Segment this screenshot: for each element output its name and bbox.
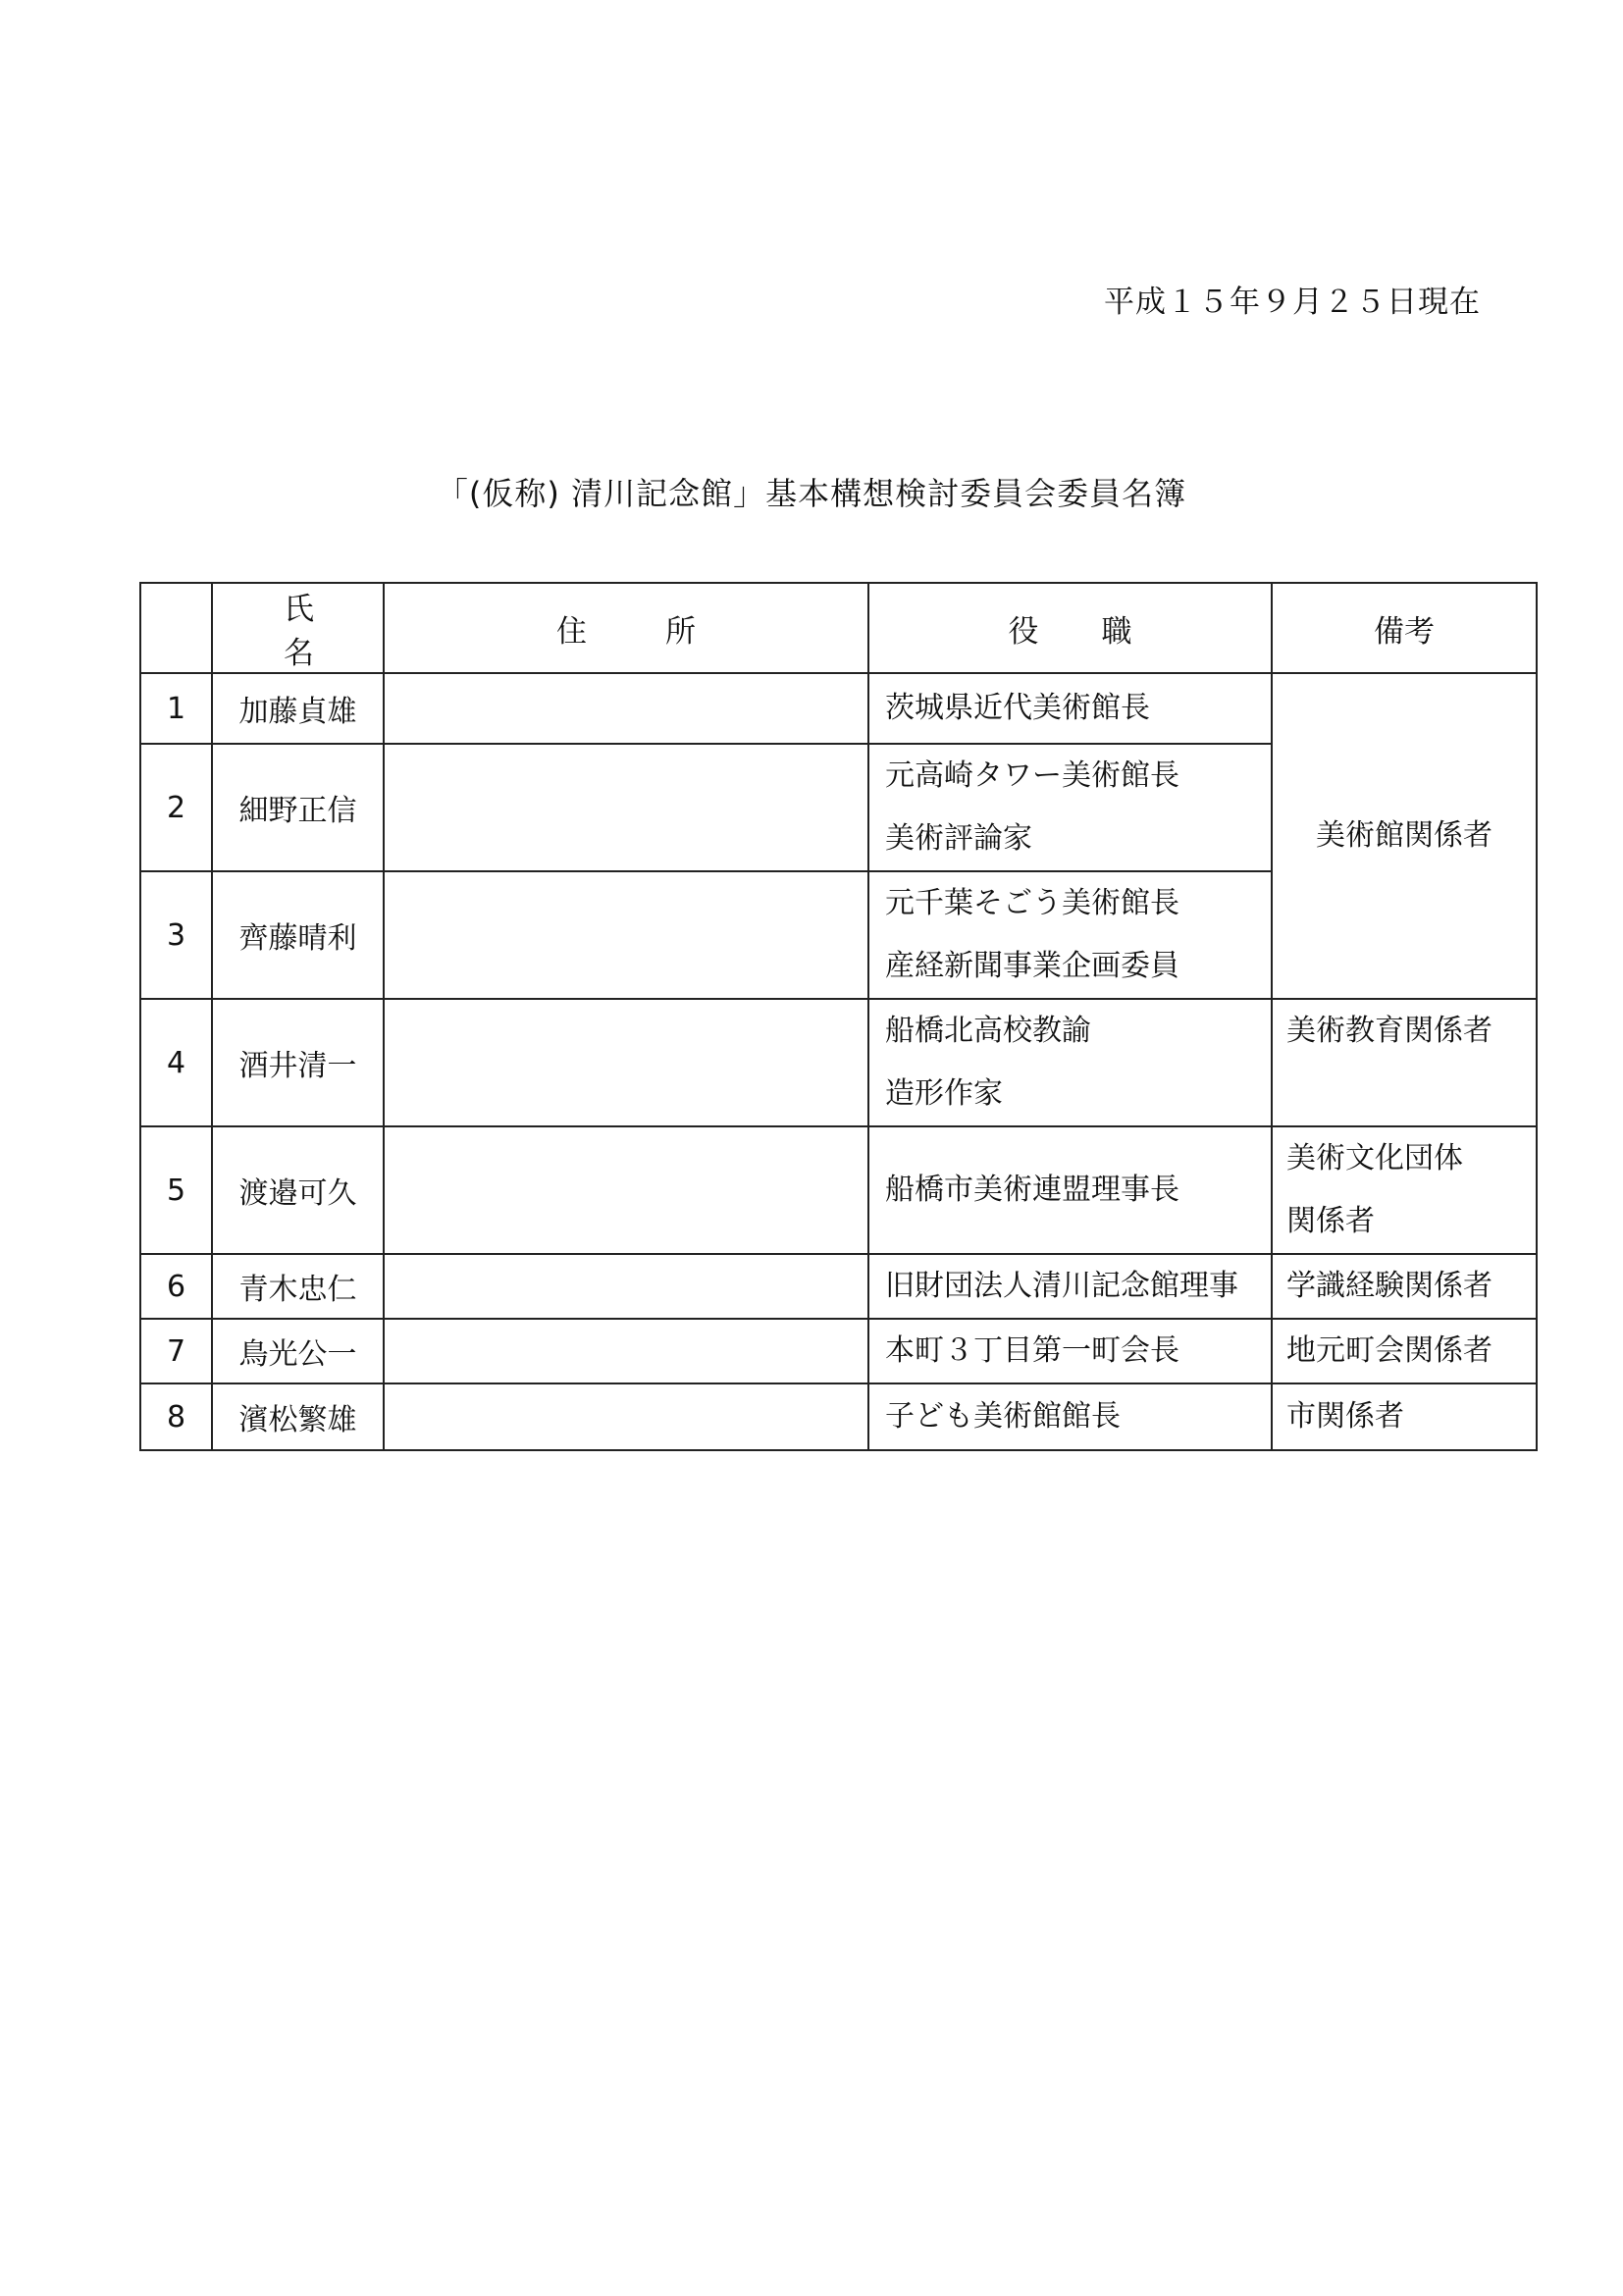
as-of-date: 平成１５年９月２５日現在	[1104, 285, 1481, 320]
member-name: 鳥光公一	[212, 1319, 384, 1383]
role-line: 元千葉そごう美術館長	[885, 886, 1179, 920]
member-address	[384, 1383, 868, 1450]
table-row	[140, 1319, 1537, 1383]
header-note: 備考	[1272, 583, 1537, 673]
member-role	[868, 871, 1272, 999]
header-name: 氏名	[212, 583, 384, 673]
member-note-merged: 美術館関係者	[1272, 673, 1537, 999]
row-number: 6	[140, 1254, 212, 1319]
member-name: 細野正信	[212, 744, 384, 871]
row-number: 3	[140, 871, 212, 999]
member-role	[868, 673, 1272, 744]
role-line: 子ども美術館館長	[885, 1399, 1121, 1434]
member-role	[868, 999, 1272, 1126]
member-note	[1272, 1319, 1537, 1383]
member-note	[1272, 999, 1537, 1126]
header-address: 住所	[384, 583, 868, 673]
role-line: 船橋市美術連盟理事長	[885, 1173, 1179, 1207]
member-role	[868, 1383, 1272, 1450]
role-line: 本町３丁目第一町会長	[885, 1333, 1179, 1368]
table-row	[140, 673, 1537, 744]
row-number: 7	[140, 1319, 212, 1383]
note-line: 関係者	[1286, 1204, 1375, 1238]
table-row	[140, 1254, 1537, 1319]
role-line: 産経新聞事業企画委員	[885, 949, 1179, 983]
role-line: 美術評論家	[885, 821, 1032, 856]
row-number: 4	[140, 999, 212, 1126]
header-no	[140, 583, 212, 673]
member-name: 渡邉可久	[212, 1126, 384, 1254]
note-line: 学識経験関係者	[1286, 1269, 1492, 1303]
table-row	[140, 1383, 1537, 1450]
member-role	[868, 1254, 1272, 1319]
header-role: 役職	[868, 583, 1272, 673]
role-line: 茨城県近代美術館長	[885, 691, 1150, 725]
member-address	[384, 1126, 868, 1254]
document-title: 「(仮称) 清川記念館」基本構想検討委員会委員名簿	[436, 475, 1187, 512]
member-note	[1272, 1126, 1537, 1254]
note-line: 市関係者	[1286, 1399, 1404, 1434]
member-address	[384, 744, 868, 871]
member-name: 酒井清一	[212, 999, 384, 1126]
row-number: 1	[140, 673, 212, 744]
member-role	[868, 1126, 1272, 1254]
note-line: 地元町会関係者	[1286, 1333, 1492, 1368]
row-number: 8	[140, 1383, 212, 1450]
note-line: 美術教育関係者	[1286, 1014, 1492, 1048]
member-note	[1272, 1254, 1537, 1319]
member-address	[384, 871, 868, 999]
row-number: 5	[140, 1126, 212, 1254]
member-address	[384, 1254, 868, 1319]
table-header-row	[140, 583, 1537, 673]
table-row	[140, 999, 1537, 1126]
role-line: 旧財団法人清川記念館理事	[885, 1269, 1238, 1303]
member-address	[384, 1319, 868, 1383]
role-line: 船橋北高校教諭	[885, 1014, 1091, 1048]
note-line: 美術文化団体	[1286, 1141, 1463, 1175]
member-note	[1272, 1383, 1537, 1450]
role-line: 元高崎タワー美術館長	[885, 758, 1179, 793]
row-number: 2	[140, 744, 212, 871]
member-address	[384, 673, 868, 744]
member-name: 青木忠仁	[212, 1254, 384, 1319]
member-name: 濱松繁雄	[212, 1383, 384, 1450]
member-name: 齊藤晴利	[212, 871, 384, 999]
member-role	[868, 1319, 1272, 1383]
table-row	[140, 1126, 1537, 1254]
member-name: 加藤貞雄	[212, 673, 384, 744]
committee-roster-table	[139, 582, 1538, 1451]
member-address	[384, 999, 868, 1126]
member-role	[868, 744, 1272, 871]
role-line: 造形作家	[885, 1076, 1003, 1111]
